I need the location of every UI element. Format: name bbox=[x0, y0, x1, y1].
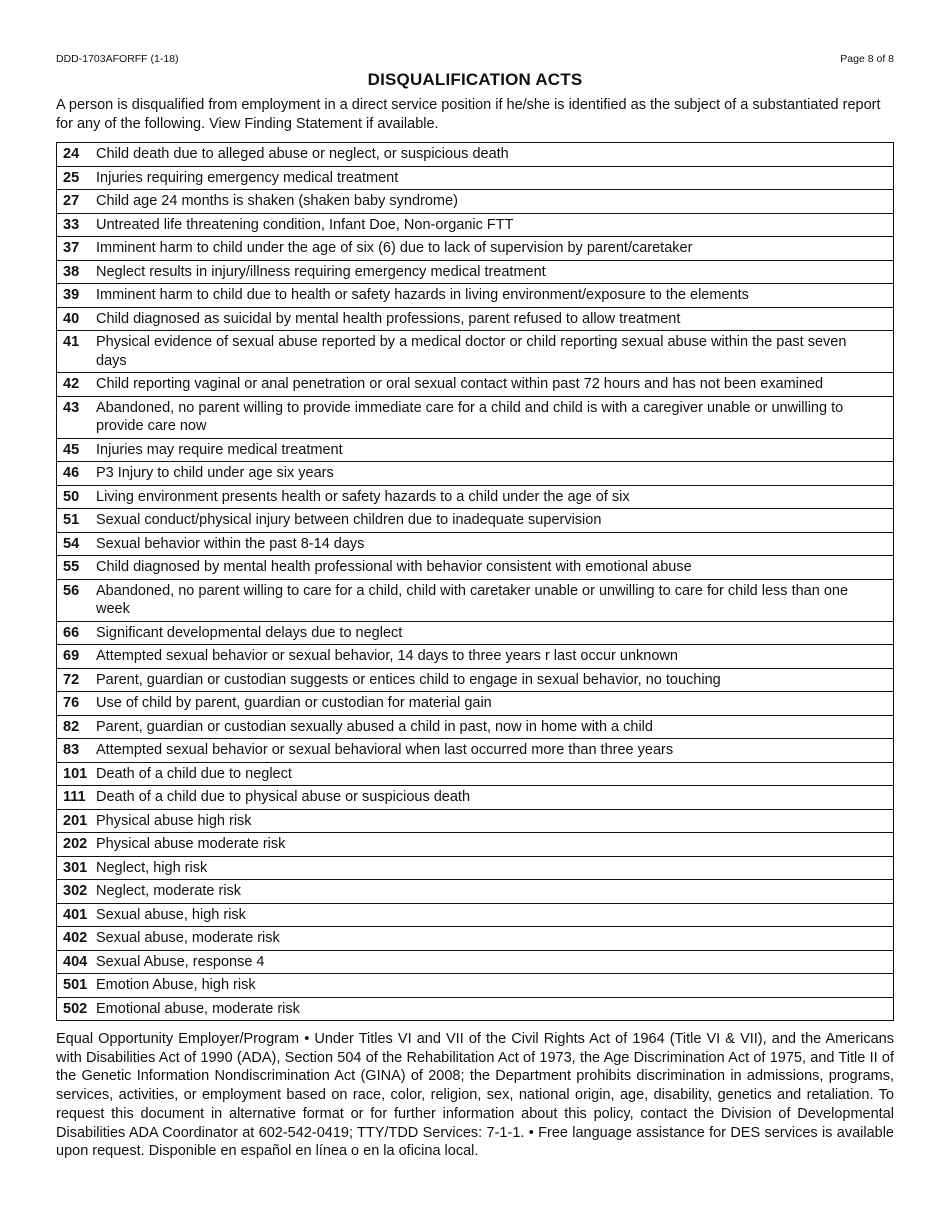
act-code: 56 bbox=[63, 582, 80, 599]
act-description: Imminent harm to child under the age of six (6) due to lack of supervision by parent/caretaker bbox=[96, 240, 693, 256]
table-row bbox=[57, 692, 894, 716]
table-row bbox=[57, 997, 894, 1021]
table-row bbox=[57, 237, 894, 261]
act-cell bbox=[57, 143, 894, 167]
act-code: 72 bbox=[63, 671, 80, 688]
act-code: 50 bbox=[63, 488, 80, 505]
act-cell bbox=[57, 438, 894, 462]
table-row bbox=[57, 373, 894, 397]
act-description: Sexual behavior within the past 8-14 days bbox=[96, 535, 365, 552]
act-cell bbox=[57, 307, 894, 331]
act-description: Emotional abuse, moderate risk bbox=[96, 1000, 300, 1017]
act-cell bbox=[57, 809, 894, 833]
table-row bbox=[57, 668, 894, 692]
act-description: Imminent harm to child due to health or safety hazards in living environment/exposure to the elements bbox=[96, 287, 749, 303]
act-code: 55 bbox=[63, 559, 80, 575]
page-number: Page 8 of 8 bbox=[840, 53, 894, 65]
act-code: 404 bbox=[63, 953, 88, 970]
act-code: 201 bbox=[63, 812, 88, 829]
act-description: Child age 24 months is shaken (shaken baby syndrome) bbox=[96, 193, 458, 209]
table-row bbox=[57, 621, 894, 645]
act-code: 42 bbox=[63, 376, 80, 392]
act-description: P3 Injury to child under age six years bbox=[96, 465, 334, 481]
table-row bbox=[57, 880, 894, 904]
act-code: 33 bbox=[63, 216, 80, 233]
act-cell bbox=[57, 762, 894, 786]
act-cell bbox=[57, 532, 894, 556]
table-row bbox=[57, 556, 894, 580]
act-code: 54 bbox=[63, 535, 80, 552]
act-description: Untreated life threatening condition, Infant Doe, Non-organic FTT bbox=[96, 216, 514, 233]
intro-paragraph: A person is disqualified from employment in a direct service position if he/she is identified as the subject of a substantiated report for any of the following. View Finding Statement if available. bbox=[56, 97, 881, 132]
act-cell bbox=[57, 373, 894, 397]
table-row bbox=[57, 809, 894, 833]
act-description: Significant developmental delays due to neglect bbox=[96, 624, 403, 641]
act-cell bbox=[57, 692, 894, 716]
act-description: Sexual conduct/physical injury between children due to inadequate supervision bbox=[96, 512, 602, 528]
table-row bbox=[57, 213, 894, 237]
act-description: Child diagnosed by mental health professional with behavior consistent with emotional abuse bbox=[96, 559, 692, 575]
act-code: 111 bbox=[63, 789, 86, 805]
act-cell bbox=[57, 579, 894, 621]
act-code: 401 bbox=[63, 906, 88, 923]
table-row bbox=[57, 307, 894, 331]
act-description: Child reporting vaginal or anal penetration or oral sexual contact within past 72 hours and has not been examined bbox=[96, 376, 824, 392]
act-code: 66 bbox=[63, 624, 80, 641]
act-code: 27 bbox=[63, 193, 80, 209]
table-row bbox=[57, 786, 894, 810]
table-row bbox=[57, 331, 894, 373]
acts-table-body bbox=[57, 143, 894, 1021]
act-cell bbox=[57, 927, 894, 951]
act-description: Sexual Abuse, response 4 bbox=[96, 953, 265, 970]
act-description: Child diagnosed as suicidal by mental health professions, parent refused to allow treatment bbox=[96, 310, 681, 327]
page-title: DISQUALIFICATION ACTS bbox=[367, 70, 583, 89]
act-code: 25 bbox=[63, 169, 80, 186]
act-code: 302 bbox=[63, 883, 88, 899]
act-cell bbox=[57, 715, 894, 739]
act-cell bbox=[57, 903, 894, 927]
act-cell bbox=[57, 739, 894, 763]
table-row bbox=[57, 974, 894, 998]
act-description: Physical abuse moderate risk bbox=[96, 836, 286, 852]
table-row bbox=[57, 532, 894, 556]
act-description: Parent, guardian or custodian suggests or entices child to engage in sexual behavior, no touching bbox=[96, 671, 721, 688]
act-code: 40 bbox=[63, 310, 80, 327]
form-id: DDD-1703AFORFF (1-18) bbox=[56, 53, 179, 65]
act-description: Sexual abuse, high risk bbox=[96, 906, 246, 923]
act-cell bbox=[57, 462, 894, 486]
act-cell bbox=[57, 621, 894, 645]
act-code: 38 bbox=[63, 263, 80, 280]
act-code: 46 bbox=[63, 465, 80, 481]
table-row bbox=[57, 715, 894, 739]
act-cell bbox=[57, 237, 894, 261]
act-cell bbox=[57, 485, 894, 509]
act-cell bbox=[57, 166, 894, 190]
act-description: Neglect, high risk bbox=[96, 859, 208, 876]
act-code: 202 bbox=[63, 836, 88, 852]
act-cell bbox=[57, 213, 894, 237]
act-description: Parent, guardian or custodian sexually abused a child in past, now in home with a child bbox=[96, 718, 653, 735]
act-description: Abandoned, no parent willing to care for a child, child with caretaker unable or unwilling to care for child less than one week bbox=[96, 582, 849, 617]
act-description: Living environment presents health or safety hazards to a child under the age of six bbox=[96, 488, 630, 505]
act-description: Death of a child due to neglect bbox=[96, 765, 292, 782]
table-row bbox=[57, 950, 894, 974]
act-cell bbox=[57, 880, 894, 904]
act-code: 69 bbox=[63, 648, 80, 664]
act-cell bbox=[57, 260, 894, 284]
table-row bbox=[57, 396, 894, 438]
act-description: Death of a child due to physical abuse or suspicious death bbox=[96, 789, 471, 805]
act-cell bbox=[57, 509, 894, 533]
table-row bbox=[57, 645, 894, 669]
table-row bbox=[57, 903, 894, 927]
table-row bbox=[57, 166, 894, 190]
table-row bbox=[57, 833, 894, 857]
act-cell bbox=[57, 974, 894, 998]
act-cell bbox=[57, 833, 894, 857]
document-page bbox=[56, 52, 894, 1175]
table-row bbox=[57, 260, 894, 284]
act-code: 83 bbox=[63, 742, 80, 758]
act-code: 101 bbox=[63, 765, 88, 782]
act-cell bbox=[57, 396, 894, 438]
act-cell bbox=[57, 950, 894, 974]
act-description: Use of child by parent, guardian or custodian for material gain bbox=[96, 695, 492, 711]
act-code: 37 bbox=[63, 240, 80, 256]
act-cell bbox=[57, 668, 894, 692]
table-row bbox=[57, 485, 894, 509]
act-description: Neglect results in injury/illness requiring emergency medical treatment bbox=[96, 263, 546, 280]
act-code: 301 bbox=[63, 859, 88, 876]
table-row bbox=[57, 143, 894, 167]
act-description: Attempted sexual behavior or sexual behavioral when last occurred more than three years bbox=[96, 742, 674, 758]
table-row bbox=[57, 462, 894, 486]
act-cell bbox=[57, 190, 894, 214]
act-description: Attempted sexual behavior or sexual behavior, 14 days to three years r last occur unknown bbox=[96, 648, 678, 664]
table-row bbox=[57, 739, 894, 763]
act-cell bbox=[57, 645, 894, 669]
act-cell bbox=[57, 997, 894, 1021]
act-code: 82 bbox=[63, 718, 80, 735]
act-code: 41 bbox=[63, 334, 80, 350]
act-code: 45 bbox=[63, 441, 80, 458]
act-description: Child death due to alleged abuse or neglect, or suspicious death bbox=[96, 146, 509, 162]
act-description: Neglect, moderate risk bbox=[96, 883, 242, 899]
table-row bbox=[57, 927, 894, 951]
act-code: 76 bbox=[63, 695, 80, 711]
table-row bbox=[57, 284, 894, 308]
act-code: 501 bbox=[63, 977, 88, 993]
act-cell bbox=[57, 331, 894, 373]
act-cell bbox=[57, 856, 894, 880]
act-code: 43 bbox=[63, 399, 80, 416]
act-description: Injuries may require medical treatment bbox=[96, 441, 343, 458]
act-description: Physical evidence of sexual abuse reported by a medical doctor or child reporting sexual abuse within the past seven days bbox=[96, 334, 847, 369]
equal-opportunity-statement: Equal Opportunity Employer/Program • Under Titles VI and VII of the Civil Rights Act of 1964 (Title VI & VII), and the Americans with Disabilities Act of 1990 (ADA), Section 504 of the Rehabilitation Act of 1973, the Age Discrimination Act of 1975, and Title II of the Genetic Information Nondiscrimination Act (GINA) of 2008; the Department prohibits discrimination in admissions, programs, services, activities, or employment based on race, color, religion, sex, national origin, age, disability, genetics and retaliation. To request this document in alternative format or for further information about this policy, contact the Division of Developmental Disabilities ADA Coordinator at 602-542-0419; TTY/TDD Services: 7-1-1. • Free language assistance for DES services is available upon request. Disponible en español en línea o en la oficina local. bbox=[56, 1031, 894, 1160]
act-cell bbox=[57, 284, 894, 308]
act-code: 402 bbox=[63, 930, 88, 946]
act-description: Physical abuse high risk bbox=[96, 812, 252, 829]
table-row bbox=[57, 762, 894, 786]
act-cell bbox=[57, 556, 894, 580]
act-code: 502 bbox=[63, 1000, 88, 1017]
act-code: 51 bbox=[63, 512, 80, 528]
act-description: Emotion Abuse, high risk bbox=[96, 977, 256, 993]
act-code: 39 bbox=[63, 287, 80, 303]
table-row bbox=[57, 579, 894, 621]
act-description: Sexual abuse, moderate risk bbox=[96, 930, 280, 946]
table-row bbox=[57, 509, 894, 533]
page-header bbox=[56, 52, 894, 66]
table-row bbox=[57, 856, 894, 880]
table-row bbox=[57, 190, 894, 214]
act-code: 24 bbox=[63, 146, 80, 162]
act-cell bbox=[57, 786, 894, 810]
disqualification-acts-table bbox=[56, 142, 894, 1021]
table-row bbox=[57, 438, 894, 462]
act-description: Abandoned, no parent willing to provide immediate care for a child and child is with a caregiver unable or unwilling to provide care now bbox=[96, 399, 844, 434]
act-description: Injuries requiring emergency medical treatment bbox=[96, 169, 399, 186]
